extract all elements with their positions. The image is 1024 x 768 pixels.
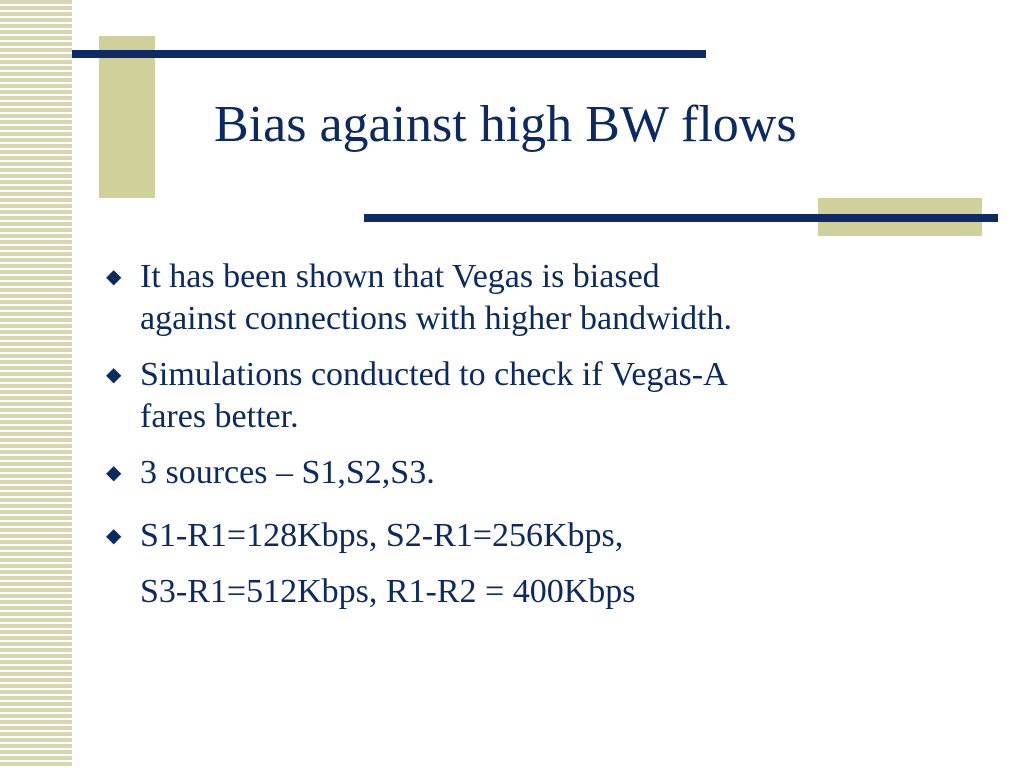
top-rule bbox=[72, 50, 706, 58]
bullet-line: S1-R1=128Kbps, S2-R1=256Kbps, bbox=[140, 517, 624, 554]
bullet-line: It has been shown that Vegas is biased bbox=[140, 258, 660, 295]
bullet-line: Simulations conducted to check if Vegas-A bbox=[140, 356, 728, 393]
diamond-bullet-icon: ◆ bbox=[106, 462, 122, 484]
diamond-bullet-icon: ◆ bbox=[106, 364, 122, 386]
diamond-bullet-icon: ◆ bbox=[106, 525, 122, 547]
title-accent-block bbox=[99, 36, 155, 198]
bullet-line: 3 sources – S1,S2,S3. bbox=[140, 454, 435, 491]
slide-title: Bias against high BW flows bbox=[214, 96, 797, 153]
bullet-item bbox=[104, 508, 984, 620]
bullet-line: fares better. bbox=[140, 398, 299, 435]
diamond-bullet-icon: ◆ bbox=[106, 266, 122, 288]
striped-side-panel bbox=[0, 0, 72, 768]
bullet-line: S3-R1=512Kbps, R1-R2 = 400Kbps bbox=[140, 573, 636, 610]
bullet-line: against connections with higher bandwidth. bbox=[140, 300, 733, 337]
bottom-rule bbox=[364, 214, 998, 222]
bullet-list bbox=[104, 256, 984, 634]
bullet-item bbox=[104, 354, 984, 438]
bullet-item bbox=[104, 452, 984, 494]
bullet-item bbox=[104, 256, 984, 340]
